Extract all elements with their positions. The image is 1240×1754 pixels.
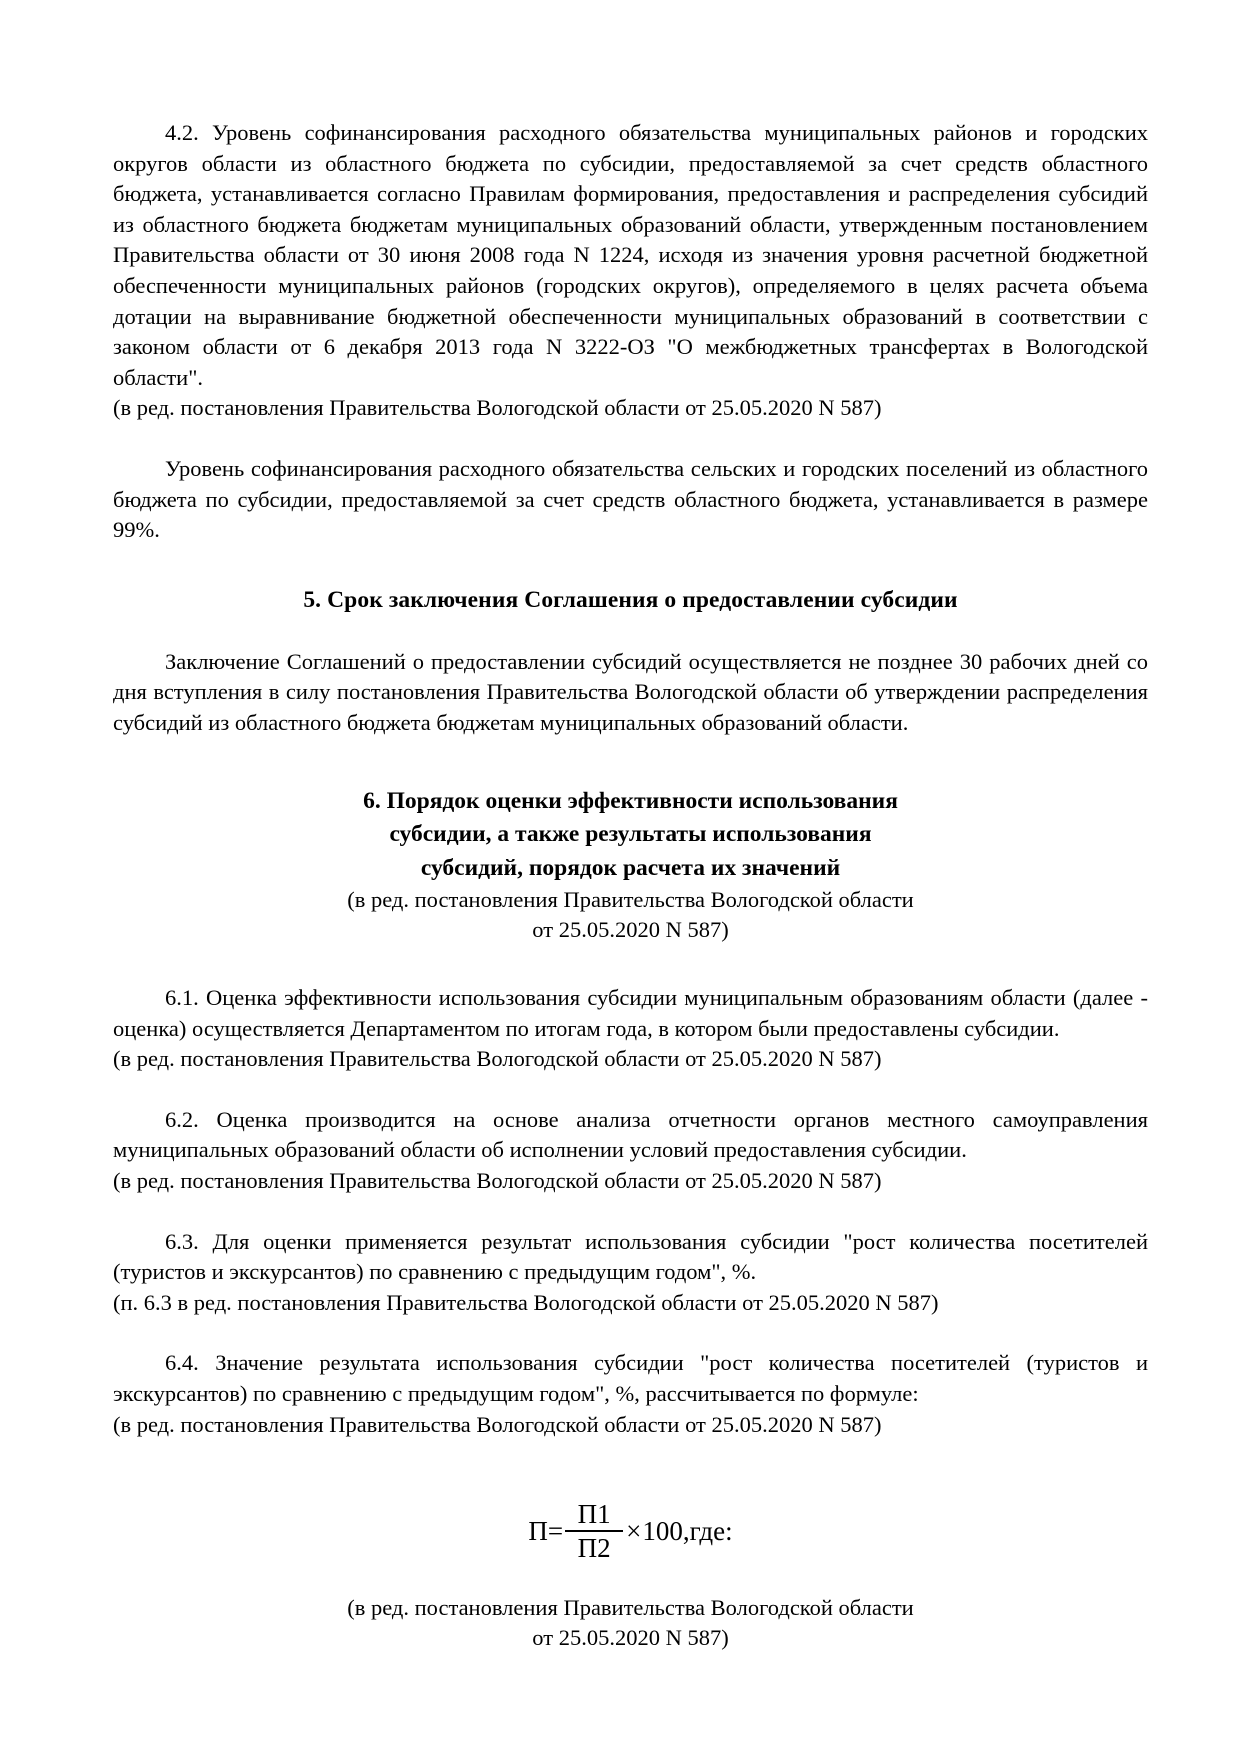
spacer bbox=[113, 1318, 1148, 1348]
formula-block bbox=[113, 1500, 1148, 1563]
spacer bbox=[113, 1197, 1148, 1227]
formula-lhs: П= bbox=[528, 1515, 564, 1546]
heading-section-6-line-2: субсидии, а также результаты использования bbox=[389, 821, 872, 847]
spacer bbox=[113, 975, 1148, 983]
editorial-note-1: (в ред. постановления Правительства Вологодской области от 25.05.2020 N 587) bbox=[113, 395, 882, 421]
editorial-note-5: (в ред. постановления Правительства Вологодской области от 25.05.2020 N 587) bbox=[113, 1411, 882, 1437]
formula-fraction bbox=[565, 1500, 623, 1563]
formula-denominator: П2 bbox=[577, 1533, 611, 1564]
spacer bbox=[113, 1470, 1148, 1500]
document-body bbox=[113, 118, 1148, 1653]
paragraph-cofinancing-settlements: Уровень софинансирования расходного обязательства сельских и городских поселений из областного бюджета по субсидии, предоставляемой за счет средств областного бюджета, устанавливается в размере 99%. bbox=[113, 455, 1148, 543]
heading-section-6-line-1: 6. Порядок оценки эффективности использования bbox=[363, 787, 898, 814]
spacer bbox=[113, 945, 1148, 975]
spacer bbox=[113, 546, 1148, 576]
spacer bbox=[113, 424, 1148, 454]
formula-growth-of-visitors bbox=[528, 1500, 732, 1563]
heading-section-6 bbox=[113, 785, 1148, 946]
spacer bbox=[113, 576, 1148, 584]
formula-suffix: ,где: bbox=[682, 1515, 733, 1546]
heading-section-6-note-line-2: от 25.05.2020 N 587) bbox=[532, 917, 729, 942]
formula-editorial-note-line-2: от 25.05.2020 N 587) bbox=[532, 1624, 729, 1650]
paragraph-6-2: 6.2. Оценка производится на основе анализа отчетности органов местного самоуправления муниципальных образований области об исполнении условий предоставления субсидии. bbox=[113, 1106, 1148, 1163]
paragraph-6-1: 6.1. Оценка эффективности использования субсидии муниципальным образованиям области (далее - оценка) осуществляется Департаментом по итогам года, в котором были предоставлены субсидии. bbox=[113, 985, 1148, 1041]
spacer bbox=[113, 1075, 1148, 1105]
spacer bbox=[113, 769, 1148, 785]
editorial-note-3: (в ред. постановления Правительства Вологодской области от 25.05.2020 N 587) bbox=[113, 1167, 882, 1193]
editorial-note-4: (п. 6.3 в ред. постановления Правительства Вологодской области от 25.05.2020 N 587) bbox=[113, 1289, 939, 1315]
paragraph-6-3: 6.3. Для оценки применяется результат использования субсидии "рост количества посетителей (туристов и экскурсантов) по сравнению с предыдущим годом", %. bbox=[113, 1228, 1148, 1285]
formula-editorial-note bbox=[113, 1593, 1148, 1653]
editorial-note-2: (в ред. постановления Правительства Вологодской области от 25.05.2020 N 587) bbox=[113, 1046, 882, 1072]
spacer bbox=[113, 617, 1148, 647]
heading-section-6-line-3: субсидий, порядок расчета их значений bbox=[420, 854, 841, 881]
paragraph-6-4: 6.4. Значение результата использования субсидии "рост количества посетителей (туристов и экскурсантов) по сравнению с предыдущим годом", %, рассчитывается по формуле: bbox=[113, 1350, 1148, 1406]
formula-numerator: П1 bbox=[577, 1499, 611, 1530]
spacer bbox=[113, 1440, 1148, 1470]
heading-section-5: 5. Срок заключения Соглашения о предоставлении субсидии bbox=[303, 586, 958, 613]
formula-multiplication-sign: × bbox=[626, 1515, 642, 1546]
formula-factor: 100 bbox=[642, 1515, 683, 1546]
heading-section-6-note-line-1: (в ред. постановления Правительства Вологодской области bbox=[347, 887, 914, 912]
formula-editorial-note-line-1: (в ред. постановления Правительства Вологодской области bbox=[347, 1594, 914, 1620]
paragraph-section-5-body: Заключение Соглашений о предоставлении субсидий осуществляется не позднее 30 рабочих дней со дня вступления в силу постановления Правительства Вологодской области об утверждении распределения субсидий из областного бюджета бюджетам муниципальных образований области. bbox=[113, 648, 1148, 735]
paragraph-4-2: 4.2. Уровень софинансирования расходного обязательства муниципальных районов и городских округов области из областного бюджета по субсидии, предоставляемой за счет средств областного бюджета, устанавливается согласно Правилам формирования, предоставления и распределения субсидий из областного бюджета бюджетам муниципальных образований области, утвержденным постановлением Правительства области от 30 июня 2008 года N 1224, исходя из значения уровня расчетной бюджетной обеспеченности муниципальных районов (городских округов), определяемого в целях расчета объема дотации на выравнивание бюджетной обеспеченности муниципальных образований в соответствии с законом области от 6 декабря 2013 года N 3222-ОЗ "О межбюджетных трансфертах в Вологодской области". bbox=[113, 120, 1148, 390]
spacer bbox=[113, 739, 1148, 769]
spacer bbox=[113, 1563, 1148, 1593]
